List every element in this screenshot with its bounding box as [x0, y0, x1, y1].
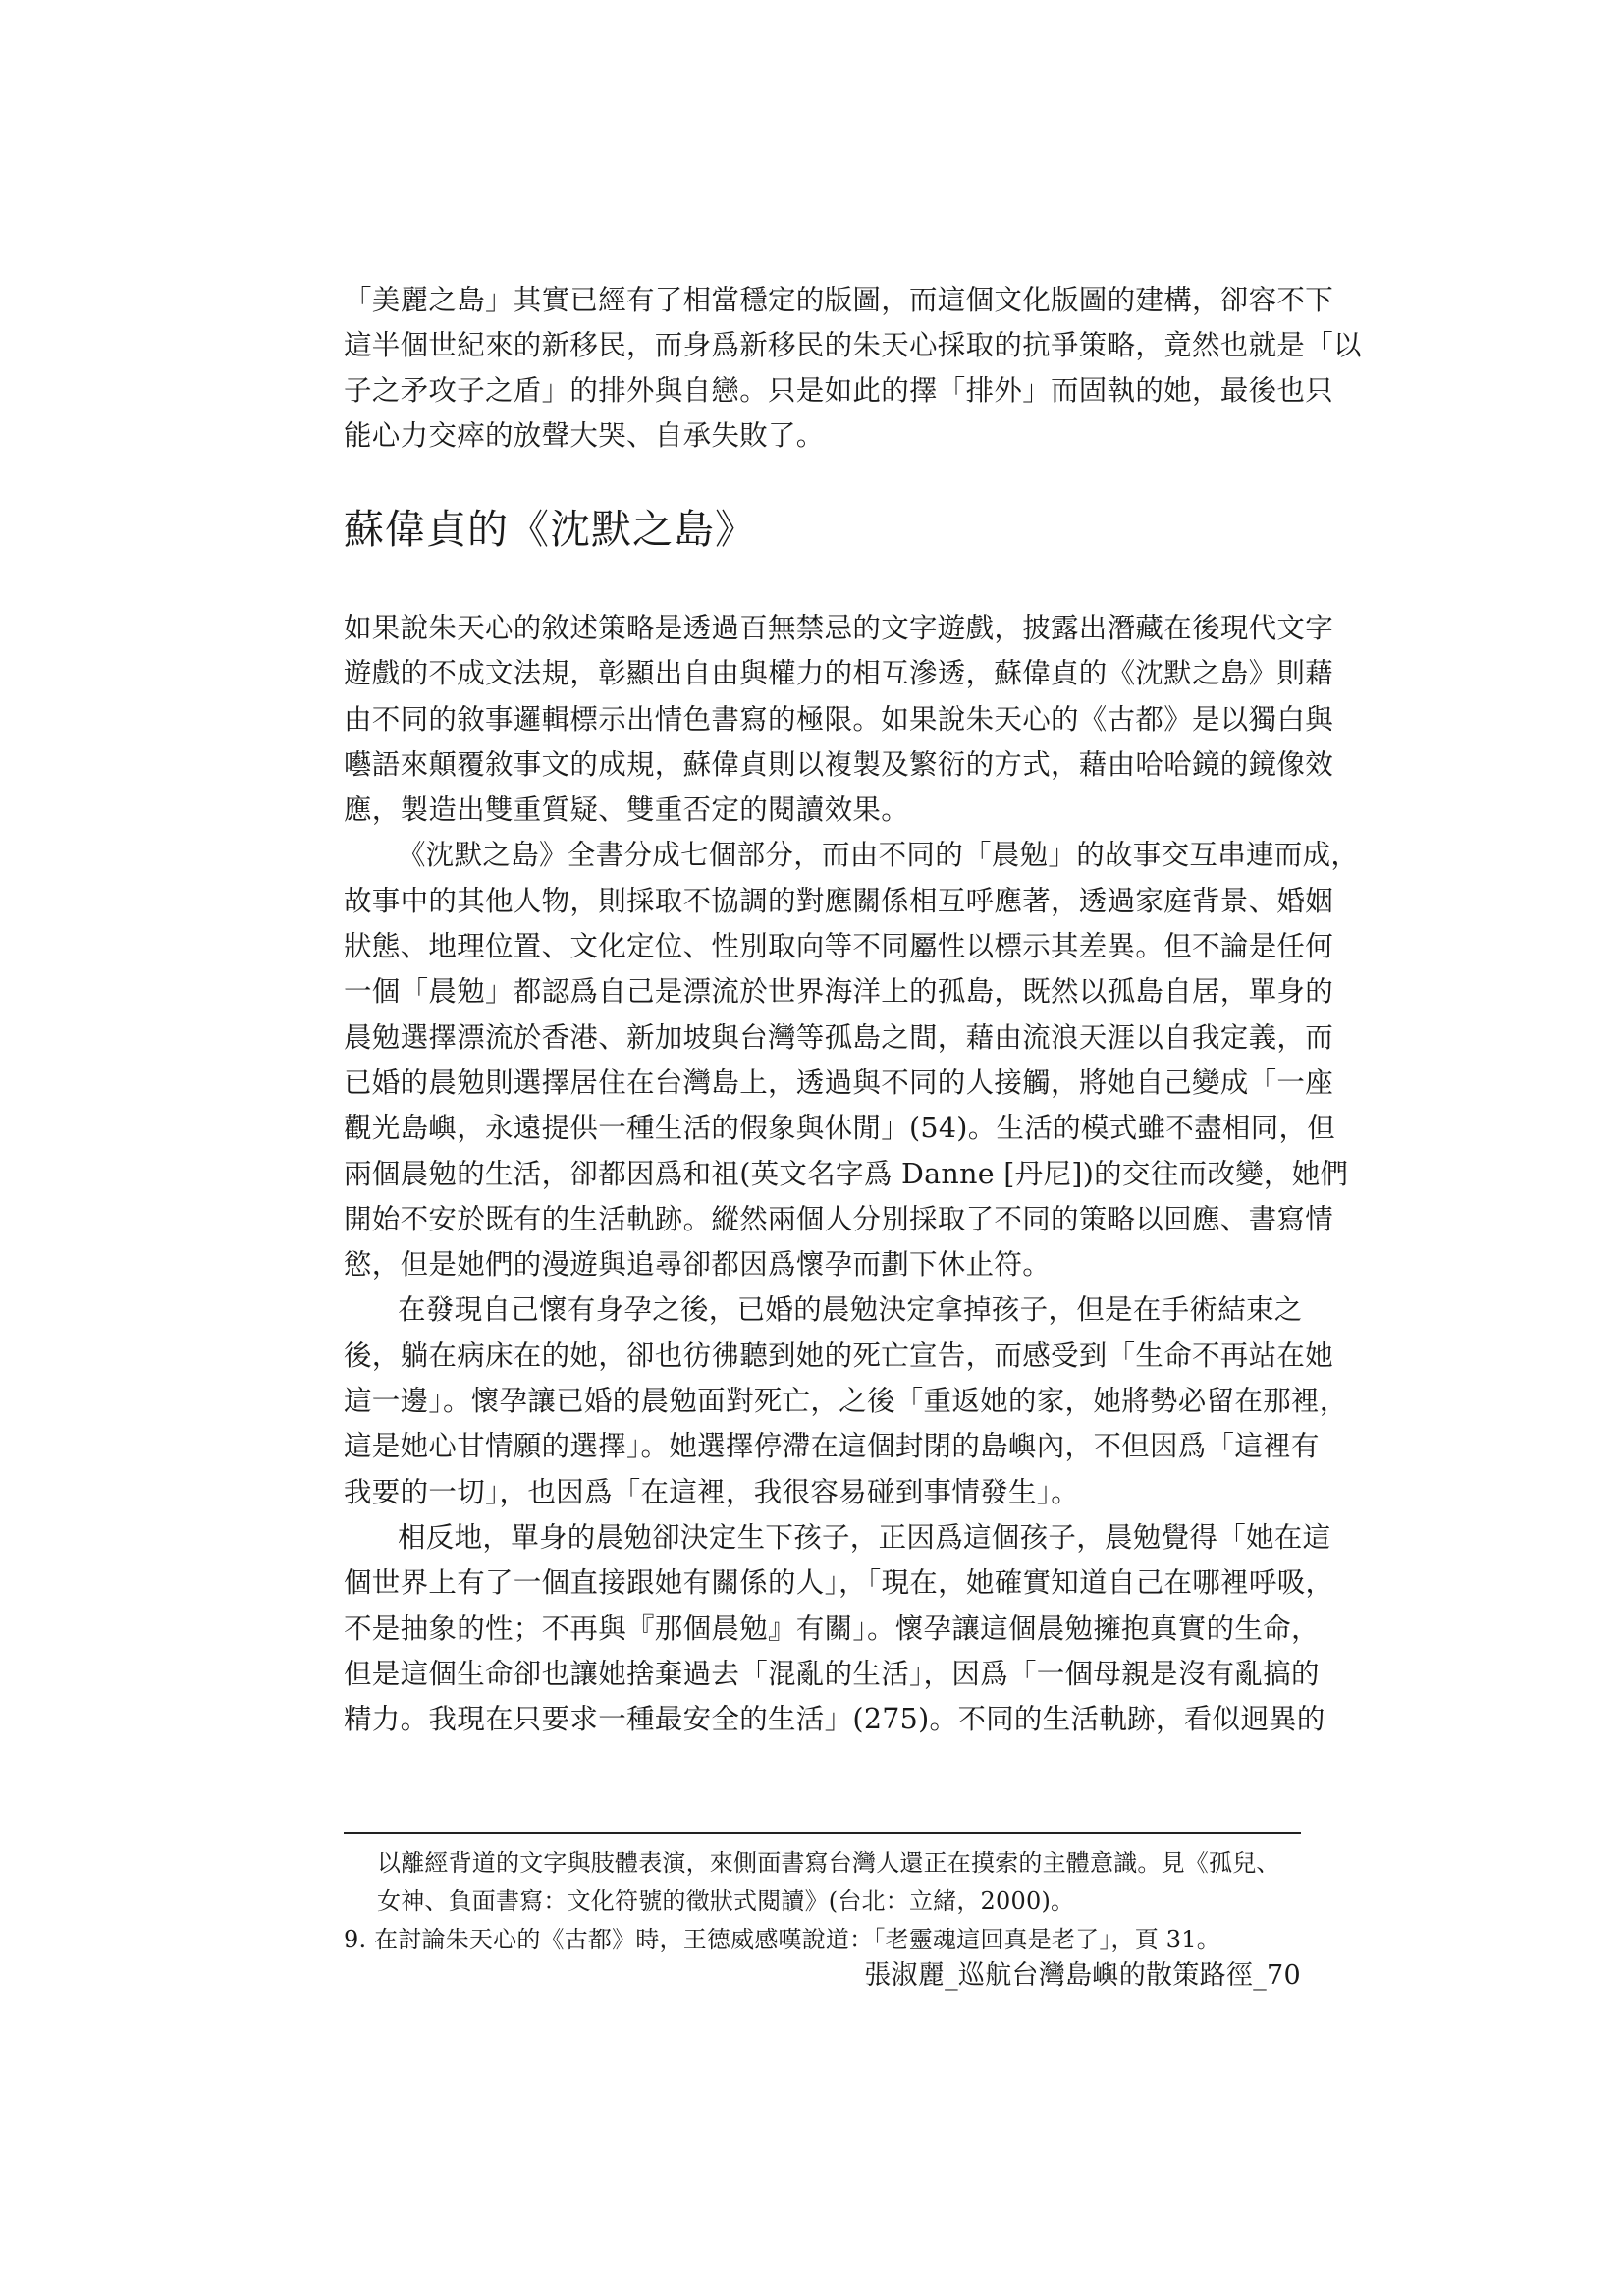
text-line: 慾，但是她們的漫遊與追尋卻都因爲懷孕而劃下休止符。 [344, 1248, 1052, 1282]
text-line: 如果說朱天心的敘述策略是透過百無禁忌的文字遊戲，披露出潛藏在後現代文字 [344, 612, 1334, 644]
text-line: 一個「晨勉」都認爲自己是漂流於世界海洋上的孤島，既然以孤島自居，單身的 [344, 975, 1334, 1009]
text-line: 應，製造出雙重質疑、雙重否定的閱讀效果。 [344, 793, 910, 827]
body-text [344, 606, 1360, 1742]
text-line: 後，躺在病床在的她，卻也彷彿聽到她的死亡宣告，而感受到「生命不再站在她 [344, 1339, 1334, 1372]
page-footer: 張淑麗_巡航台灣島嶼的散策路徑_70 [864, 1960, 1301, 1991]
text-line: 兩個晨勉的生活，卻都因爲和祖(英文名字爲 Danne [丹尼])的交往而改變，她們 [344, 1157, 1349, 1190]
text-line: 觀光島嶼，永遠提供一種生活的假象與休閒」(54)。生活的模式雖不盡相同，但 [344, 1112, 1336, 1145]
section-heading: 蘇偉貞的《沈默之島》 [344, 506, 756, 553]
text-line: 在發現自己懷有身孕之後，已婚的晨勉決定拿掉孩子，但是在手術結束之 [398, 1293, 1303, 1327]
text-line: 這一邊」。懷孕讓已婚的晨勉面對死亡，之後「重返她的家，她將勢必留在那裡， [344, 1385, 1348, 1418]
footnote-line: 女神、負面書寫：文化符號的徵狀式閱讀》(台北：立緒，2000)。 [377, 1887, 1075, 1915]
text-line: 晨勉選擇漂流於香港、新加坡與台灣等孤島之間，藉由流浪天涯以自我定義，而 [344, 1020, 1334, 1054]
text-line: 這是她心甘情願的選擇」。她選擇停滯在這個封閉的島嶼內，不但因爲「這裡有 [344, 1430, 1320, 1463]
text-line: 但是這個生命卻也讓她捨棄過去「混亂的生活」，因爲「一個母親是沒有亂搞的 [344, 1657, 1320, 1690]
text-line: 狀態、地理位置、文化定位、性別取向等不同屬性以標示其差異。但不論是任何 [344, 930, 1334, 963]
text-line: 遊戲的不成文法規，彰顯出自由與權力的相互滲透，蘇偉貞的《沈默之島》則藉 [344, 657, 1334, 690]
text-line: 能心力交瘁的放聲大哭、自承失敗了。 [344, 419, 825, 452]
text-line: 精力。我現在只要求一種最安全的生活」(275)。不同的生活軌跡，看似迥異的 [344, 1703, 1325, 1736]
text-line: 不是抽象的性；不再與『那個晨勉』有關」。懷孕讓這個晨勉擁抱真實的生命， [344, 1612, 1320, 1645]
footnote-divider [344, 1832, 1301, 1834]
text-line: 「美麗之島」其實已經有了相當穩定的版圖，而這個文化版圖的建構，卻容不下 [344, 284, 1334, 316]
text-line: 囈語來顛覆敘事文的成規，蘇偉貞則以複製及繁衍的方式，藉由哈哈鏡的鏡像效 [344, 747, 1334, 781]
footnote-line: 9. 在討論朱天心的《古都》時，王德威感嘆說道：「老靈魂這回真是老了」，頁 31。 [344, 1926, 1220, 1953]
footnote-line: 以離經背道的文字與肢體表演，來側面書寫台灣人還正在摸索的主體意識。見《孤兒、 [377, 1849, 1280, 1877]
text-line: 開始不安於既有的生活軌跡。縱然兩個人分別採取了不同的策略以回應、書寫情 [344, 1202, 1334, 1235]
text-line: 這半個世紀來的新移民，而身爲新移民的朱天心採取的抗爭策略，竟然也就是「以 [344, 329, 1362, 361]
text-line: 由不同的敘事邏輯標示出情色書寫的極限。如果說朱天心的《古都》是以獨白與 [344, 702, 1334, 736]
text-line: 《沈默之島》全書分成七個部分，而由不同的「晨勉」的故事交互串連而成， [398, 839, 1360, 872]
intro-paragraph [344, 278, 1362, 459]
text-line: 我要的一切」，也因爲「在這裡，我很容易碰到事情發生」。 [344, 1475, 1080, 1508]
text-line: 已婚的晨勉則選擇居住在台灣島上，透過與不同的人接觸，將她自己變成「一座 [344, 1066, 1334, 1099]
text-line: 相反地，單身的晨勉卻決定生下孩子，正因爲這個孩子，晨勉覺得「她在這 [398, 1520, 1331, 1554]
text-line: 個世界上有了一個直接跟她有關係的人」，「現在，她確實知道自己在哪裡呼吸， [344, 1566, 1334, 1600]
footnotes [344, 1844, 1301, 1959]
text-line: 子之矛攻子之盾」的排外與自戀。只是如此的擇「排外」而固執的她，最後也只 [344, 374, 1334, 407]
text-line: 故事中的其他人物，則採取不協調的對應關係相互呼應著，透過家庭背景、婚姻 [344, 884, 1334, 917]
